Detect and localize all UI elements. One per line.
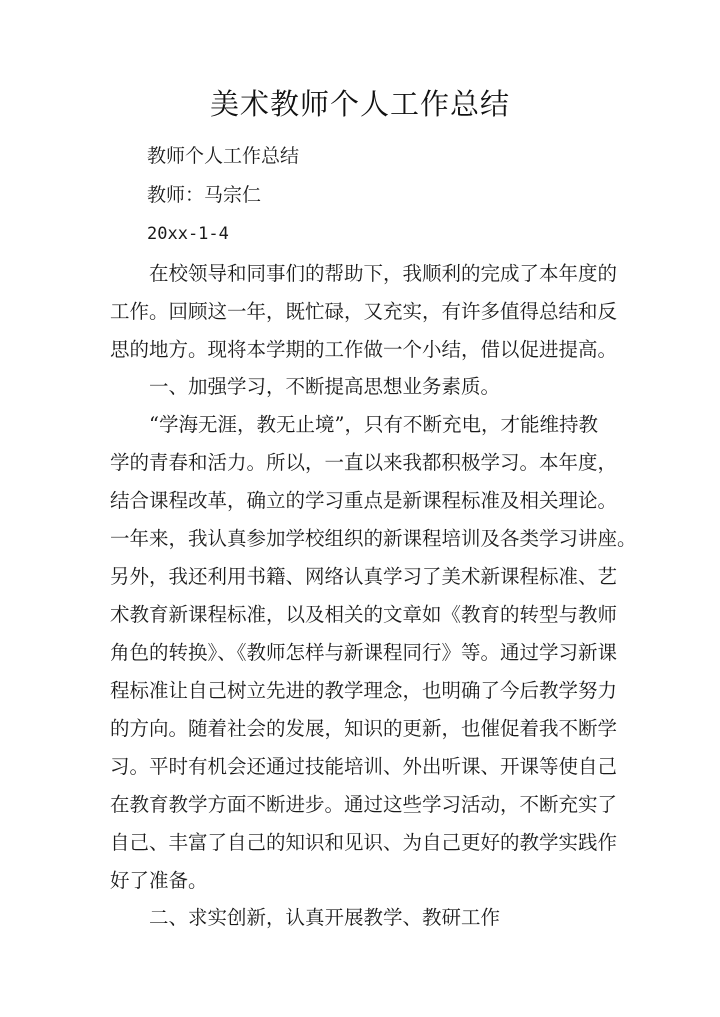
- paragraph-line: 角色的转换》、《教师怎样与新课程同行》等。通过学习新课: [110, 641, 618, 664]
- document-subtitle: 教师个人工作总结: [147, 145, 300, 167]
- teacher-name: 教师：马宗仁: [147, 184, 262, 206]
- paragraph-line: 在教育教学方面不断进步。通过这些学习活动，不断充实了: [110, 793, 618, 816]
- paragraph-line: 思的地方。现将本学期的工作做一个小结，借以促进提高。: [110, 338, 618, 361]
- paragraph-line: 工作。回顾这一年，既忙碌，又充实，有许多值得总结和反: [110, 300, 618, 323]
- paragraph-line: 的方向。随着社会的发展，知识的更新，也催促着我不断学: [110, 717, 618, 740]
- paragraph-study: [110, 406, 637, 900]
- paragraph-line: 好了准备。: [110, 869, 208, 892]
- section-heading-1: [110, 368, 614, 406]
- paragraph-line: 结合课程改革，确立的学习重点是新课程标准及相关理论。: [110, 489, 618, 512]
- paragraph-intro: [110, 255, 618, 369]
- paragraph-line: 程标准让自己树立先进的教学理念，也明确了今后教学努力: [110, 679, 618, 702]
- document-date: 20xx-1-4: [147, 224, 229, 244]
- paragraph-line: 学的青春和活力。所以，一直以来我都积极学习。本年度，: [110, 451, 618, 474]
- paragraph-line: 习。平时有机会还通过技能培训、外出听课、开课等使自己: [110, 755, 618, 778]
- paragraph-line: 二、求实创新，认真开展教学、教研工作: [149, 906, 501, 929]
- document-title: 美术教师个人工作总结: [209, 87, 510, 121]
- paragraph-line: “学海无涯，教无止境”，只有不断充电，才能维持教: [149, 413, 598, 436]
- section-heading-2: [110, 899, 614, 937]
- paragraph-line: 自己、丰富了自己的知识和见识、为自己更好的教学实践作: [110, 831, 618, 854]
- paragraph-line: 术教育新课程标准，以及相关的文章如《教育的转型与教师: [110, 603, 618, 626]
- paragraph-line: 一、加强学习，不断提高思想业务素质。: [149, 375, 501, 398]
- paragraph-line: 在校领导和同事们的帮助下，我顺利的完成了本年度的: [149, 262, 618, 285]
- paragraph-line: 一年来，我认真参加学校组织的新课程培训及各类学习讲座。: [110, 527, 637, 550]
- paragraph-line: 另外，我还利用书籍、网络认真学习了美术新课程标准、艺: [110, 565, 618, 588]
